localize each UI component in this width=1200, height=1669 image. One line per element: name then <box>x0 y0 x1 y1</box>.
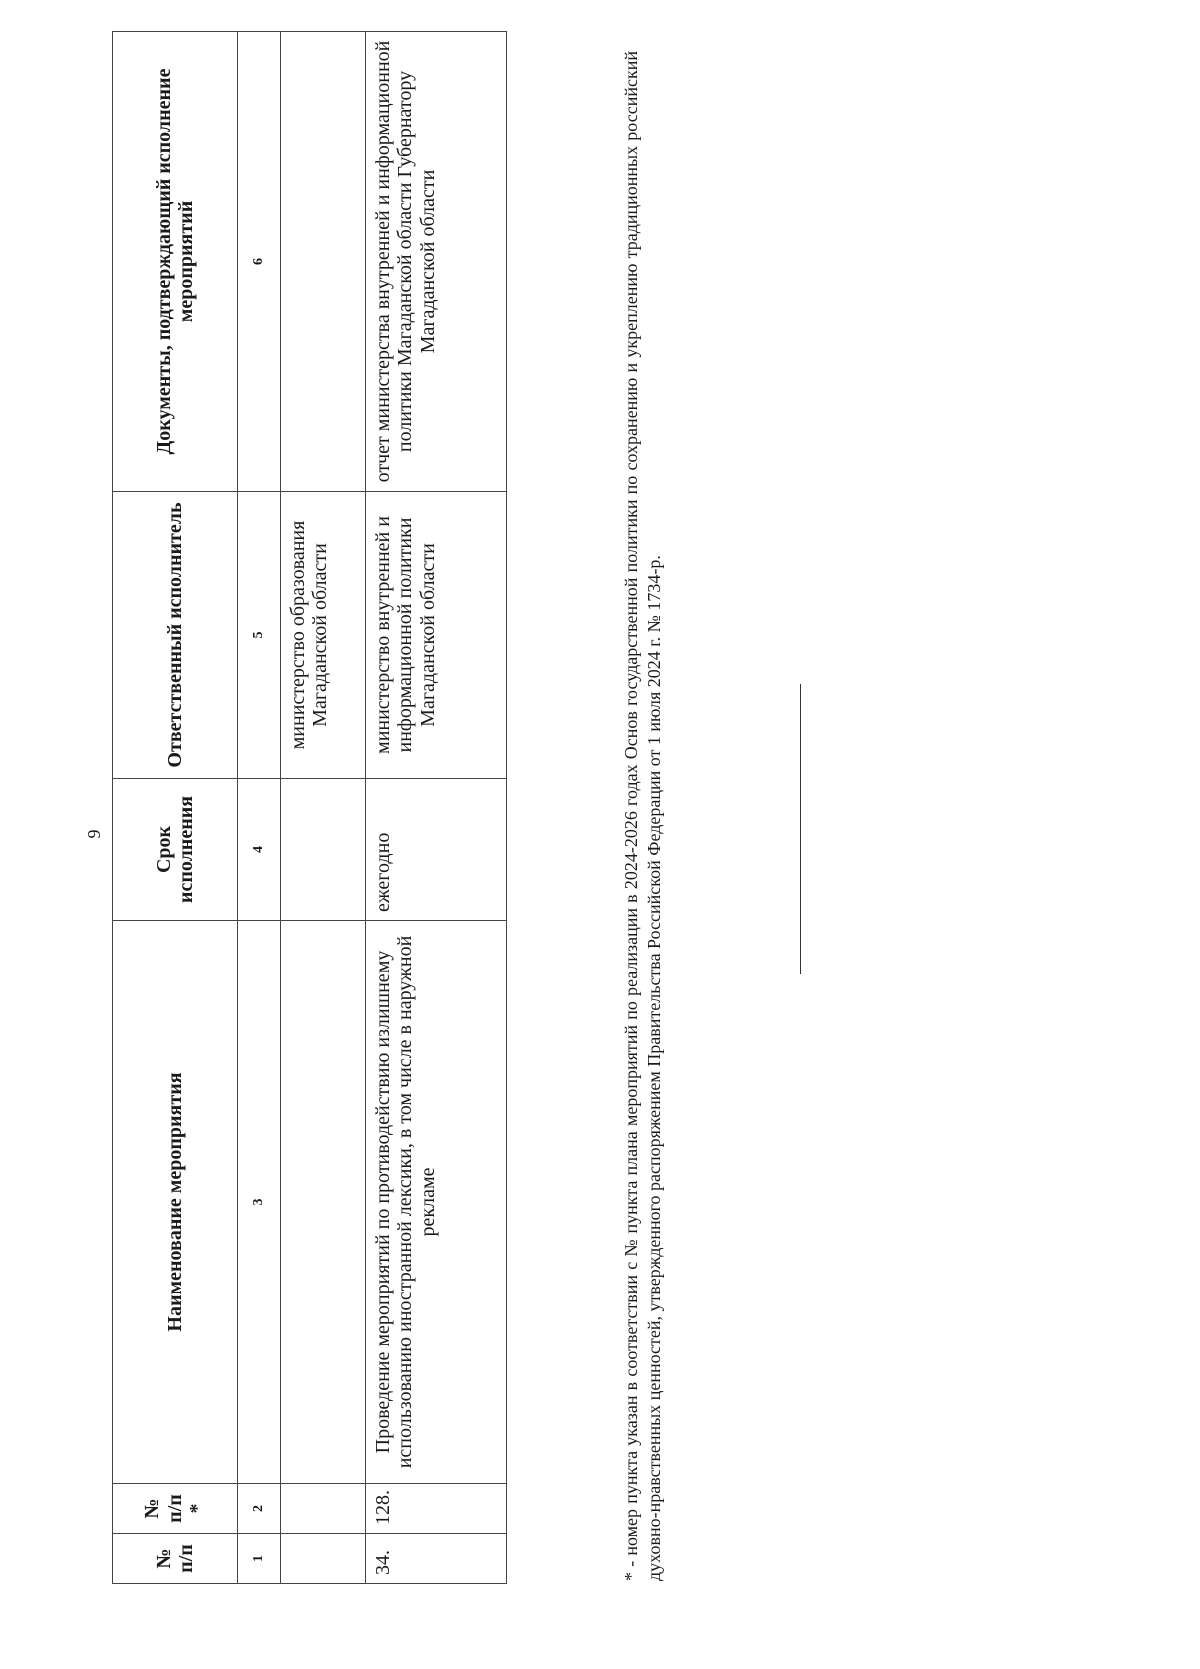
footnote: * - номер пункта указан в соответствии с № пункта плана мероприятий по реализации в 2024-2026 годах Основ государственной политики по сохранению и укреплению традиционных российский духовно-нравственных ценностей, утвержденного распоряжением Правительства Российской Федерации от 1 июля 2024 г. № 1734-р. <box>621 51 665 1581</box>
cell-executor: министерство образования Магаданской области <box>281 492 366 779</box>
cell-executor: министерство внутренней и информационной политики Магаданской области <box>366 492 507 779</box>
cell-name <box>281 921 366 1484</box>
plan-table-container <box>112 32 507 1584</box>
table-row <box>281 32 366 1584</box>
column-number: 6 <box>238 32 281 492</box>
column-number: 5 <box>238 492 281 779</box>
cell-plan-num <box>281 1484 366 1534</box>
cell-document: отчет министерства внутренней и информационной политики Магаданской области Губернатору Магаданской области <box>366 32 507 492</box>
cell-deadline: ежегодно <box>366 779 507 921</box>
header-deadline: Срок исполнения <box>113 779 238 921</box>
column-number: 1 <box>238 1534 281 1584</box>
header-num: № п/п <box>113 1534 238 1584</box>
header-name: Наименование мероприятия <box>113 921 238 1484</box>
cell-deadline <box>281 779 366 921</box>
page-number: 9 <box>84 829 104 839</box>
header-plan-num: № п/п * <box>113 1484 238 1534</box>
plan-table <box>112 31 507 1584</box>
cell-document <box>281 32 366 492</box>
cell-num <box>281 1534 366 1584</box>
header-row <box>113 32 238 1584</box>
header-executor: Ответственный исполнитель <box>113 492 238 779</box>
cell-name: Проведение мероприятий по противодействию излишнему использованию иностранной лексики, в том числе в наружной рекламе <box>366 921 507 1484</box>
cell-plan-num: 128. <box>366 1484 507 1534</box>
cell-num: 34. <box>366 1534 507 1584</box>
header-document: Документы, подтверждающий исполнение мероприятий <box>113 32 238 492</box>
column-number: 2 <box>238 1484 281 1534</box>
table-row <box>366 32 507 1584</box>
column-number: 3 <box>238 921 281 1484</box>
separator-line <box>800 684 801 974</box>
column-number-row <box>238 32 281 1584</box>
column-number: 4 <box>238 779 281 921</box>
